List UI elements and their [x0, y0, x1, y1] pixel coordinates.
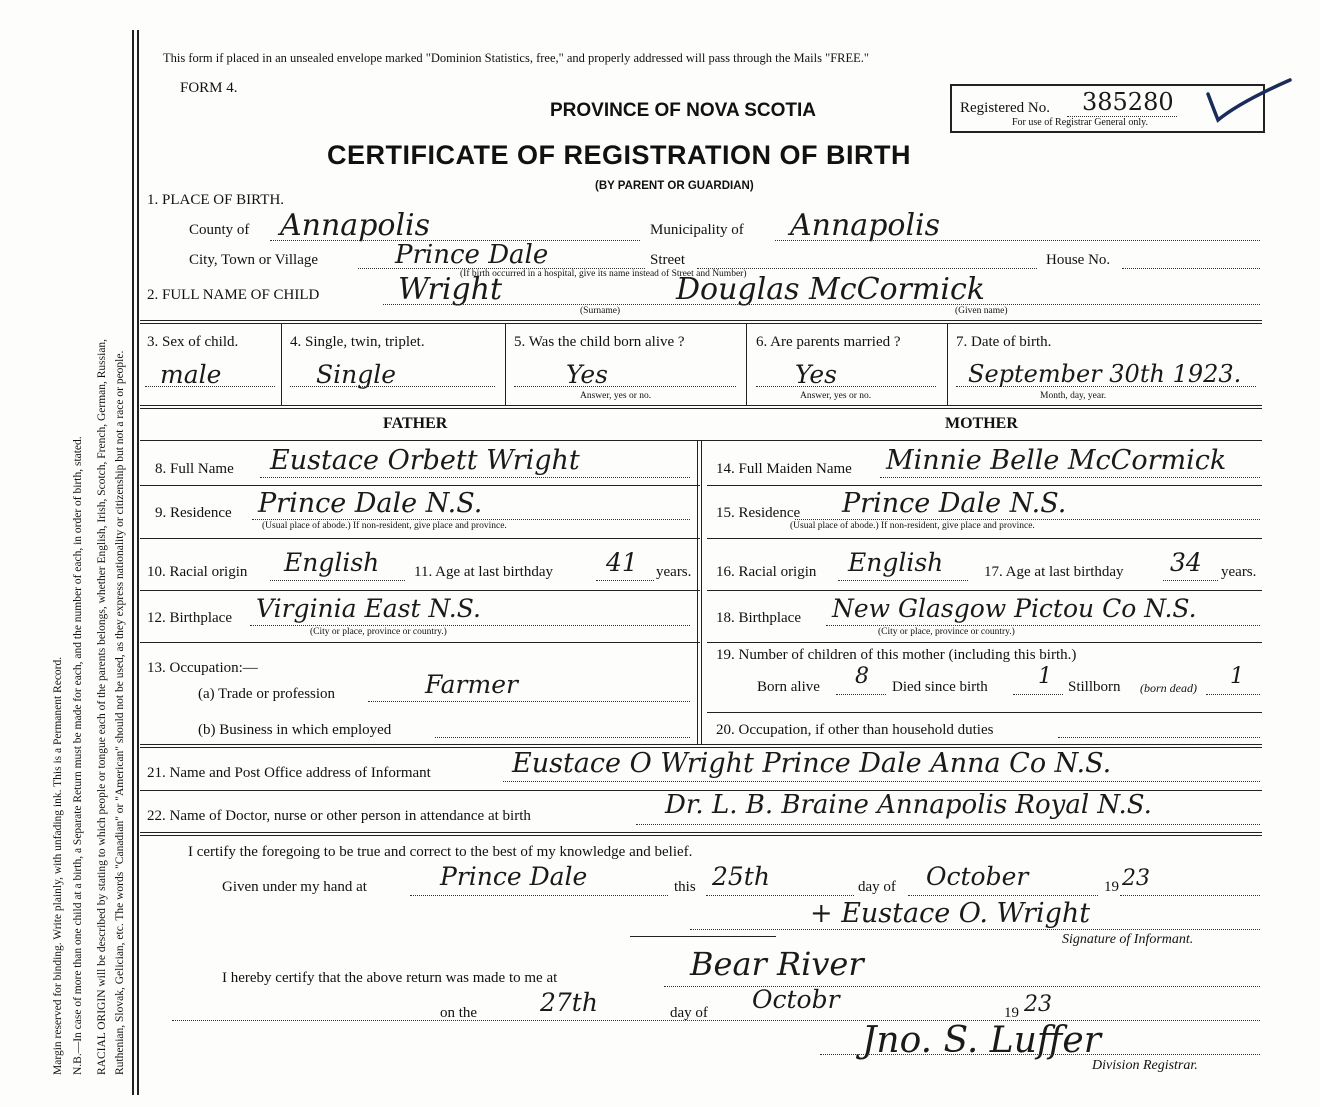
registrar-caption: Division Registrar. [1092, 1058, 1198, 1073]
died-count: 1 [1038, 664, 1052, 689]
plurality-value: Single [316, 360, 397, 389]
father-racial-value: English [284, 548, 380, 577]
margin-note-nationality: Ruthenian, Slovak, Gelician, etc. The words "Canadian" or "American" should not be used, as they express nationality or citizenship but not a race or people. [114, 350, 126, 1075]
mother-birthplace-value: New Glasgow Pictou Co N.S. [832, 594, 1197, 623]
municipality-value: Annapolis [790, 208, 941, 243]
trade-label: (a) Trade or profession [198, 686, 336, 702]
father-racial-label: 10. Racial origin [147, 564, 248, 580]
registered-no-label: Registered No. [960, 100, 1050, 116]
given-place: Prince Dale [440, 862, 588, 891]
certificate-title: CERTIFICATE OF REGISTRATION OF BIRTH [327, 140, 911, 170]
city-value: Prince Dale [395, 240, 549, 270]
mother-abode-caption: (Usual place of abode.) If non-resident, give place and province. [790, 521, 1035, 531]
mother-city-caption: (City or place, province or country.) [878, 627, 1015, 637]
mother-birthplace-label: 18. Birthplace [716, 610, 801, 626]
child-given-name: Douglas McCormick [676, 272, 985, 307]
father-city-caption: (City or place, province or country.) [310, 627, 447, 637]
binding-margin [0, 0, 140, 1107]
father-occupation-label: 13. Occupation:— [147, 660, 258, 676]
father-name-label: 8. Full Name [155, 461, 234, 477]
born-alive-value: Yes [566, 360, 608, 389]
place-of-birth-heading: 1. PLACE OF BIRTH. [147, 192, 285, 208]
given-name-caption: (Given name) [955, 306, 1008, 316]
municipality-label: Municipality of [650, 222, 744, 238]
doctor-value: Dr. L. B. Braine Annapolis Royal N.S. [665, 790, 1152, 820]
form-number: FORM 4. [180, 80, 238, 96]
father-heading: FATHER [383, 415, 448, 432]
informant-signature-caption: Signature of Informant. [1062, 932, 1194, 947]
father-birthplace-value: Virginia East N.S. [256, 594, 481, 623]
county-value: Annapolis [280, 208, 431, 243]
informant-signature: + Eustace O. Wright [810, 898, 1091, 929]
given-month: October [926, 862, 1029, 891]
parents-married-value: Yes [795, 360, 837, 389]
mother-residence-value: Prince Dale N.S. [842, 488, 1067, 519]
on-the-label: on the [440, 1005, 478, 1021]
given-day: 25th [712, 862, 770, 891]
checkmark-icon [1200, 72, 1300, 132]
mother-racial-label: 16. Racial origin [716, 564, 817, 580]
sex-label: 3. Sex of child. [147, 334, 239, 350]
mother-heading: MOTHER [945, 415, 1018, 432]
given-under-label: Given under my hand at [222, 879, 367, 895]
date-of-birth-value: September 30th 1923. [968, 360, 1242, 388]
registration-year-prefix: 19 [1004, 1005, 1019, 1021]
mother-residence-label: 15. Residence [716, 505, 801, 521]
informant-label: 21. Name and Post Office address of Informant [147, 765, 431, 781]
registration-day: 27th [540, 988, 598, 1017]
father-age-label: 11. Age at last birthday [414, 564, 553, 580]
postal-notice: This form if placed in an unsealed envelope marked "Dominion Statistics, free," and properly addressed will pass through the Mails "FREE." [163, 51, 870, 65]
hospital-note: (If birth occurred in a hospital, give its name instead of Street and Number) [460, 269, 747, 279]
child-name-label: 2. FULL NAME OF CHILD [147, 287, 320, 303]
registration-year: 23 [1024, 992, 1052, 1017]
county-label: County of [189, 222, 250, 238]
hereby-statement: I hereby certify that the above return was made to me at [222, 970, 558, 986]
registration-month: Octobr [752, 985, 840, 1014]
registrar-signature: Jno. S. Luffer [862, 1020, 1101, 1061]
father-birthplace-label: 12. Birthplace [147, 610, 232, 626]
father-age-value: 41 [606, 548, 638, 577]
stillborn-label: Stillborn [1068, 679, 1121, 695]
parents-married-label: 6. Are parents married ? [756, 334, 901, 350]
date-of-birth-label: 7. Date of birth. [956, 334, 1052, 350]
children-count-label: 19. Number of children of this mother (including this birth.) [716, 647, 1077, 663]
margin-note-racial-origin: RACIAL ORIGIN will be described by stating to which people or tongue each of the parents belongs, whether English, Irish, Scotch, French, German, Russian, [96, 338, 108, 1075]
born-alive-label: 5. Was the child born alive ? [514, 334, 685, 350]
sex-value: male [160, 360, 222, 389]
father-years-label: years. [656, 564, 692, 580]
informant-value: Eustace O Wright Prince Dale Anna Co N.S. [512, 748, 1112, 779]
mother-years-label: years. [1221, 564, 1257, 580]
trade-value: Farmer [425, 670, 518, 699]
certify-statement: I certify the foregoing to be true and correct to the best of my knowledge and belief. [188, 844, 693, 860]
margin-note-binding: Margin reserved for binding. Write plainly, with unfading ink. This is a Permanent Record. [52, 656, 64, 1075]
child-surname: Wright [398, 272, 503, 307]
house-no-label: House No. [1046, 252, 1111, 268]
street-label: Street [650, 252, 685, 268]
father-residence-label: 9. Residence [155, 505, 232, 521]
registrar-use-note: For use of Registrar General only. [1012, 117, 1148, 128]
plurality-label: 4. Single, twin, triplet. [290, 334, 425, 350]
stillborn-note: (born dead) [1140, 681, 1197, 695]
mother-name-value: Minnie Belle McCormick [886, 445, 1227, 476]
this-label: this [674, 879, 696, 895]
margin-note-multiple-births: N.B.—In case of more than one child at a birth, a Separate Return must be made for each, and the number of each, in order of birth, stated. [72, 436, 84, 1075]
surname-caption: (Surname) [580, 306, 621, 316]
certificate-subtitle: (BY PARENT OR GUARDIAN) [595, 180, 754, 192]
registered-number: 385280 [1082, 88, 1174, 116]
registration-day-of-label: day of [670, 1005, 708, 1021]
stillborn-count: 1 [1230, 664, 1244, 689]
mother-name-label: 14. Full Maiden Name [716, 461, 852, 477]
parents-married-caption: Answer, yes or no. [800, 391, 872, 401]
mother-age-value: 34 [1170, 548, 1202, 577]
business-label: (b) Business in which employed [198, 722, 392, 738]
born-alive-count-label: Born alive [757, 679, 820, 695]
registration-place: Bear River [690, 945, 864, 983]
given-year: 23 [1122, 866, 1150, 891]
city-label: City, Town or Village [189, 252, 319, 268]
died-label: Died since birth [892, 679, 988, 695]
given-year-prefix: 19 [1104, 879, 1119, 895]
father-residence-value: Prince Dale N.S. [258, 488, 483, 519]
father-abode-caption: (Usual place of abode.) If non-resident, give place and province. [262, 521, 507, 531]
born-alive-caption: Answer, yes or no. [580, 391, 652, 401]
province-heading: PROVINCE OF NOVA SCOTIA [550, 100, 817, 121]
born-alive-count: 8 [855, 664, 869, 689]
margin-line-inner [137, 30, 139, 1095]
father-name-value: Eustace Orbett Wright [270, 445, 580, 476]
mother-racial-value: English [848, 548, 944, 577]
given-day-of-label: day of [858, 879, 896, 895]
margin-line-outer [132, 30, 134, 1095]
mother-occupation-label: 20. Occupation, if other than household duties [716, 722, 994, 738]
doctor-label: 22. Name of Doctor, nurse or other person in attendance at birth [147, 808, 531, 824]
date-of-birth-caption: Month, day, year. [1040, 391, 1107, 401]
mother-age-label: 17. Age at last birthday [984, 564, 1124, 580]
